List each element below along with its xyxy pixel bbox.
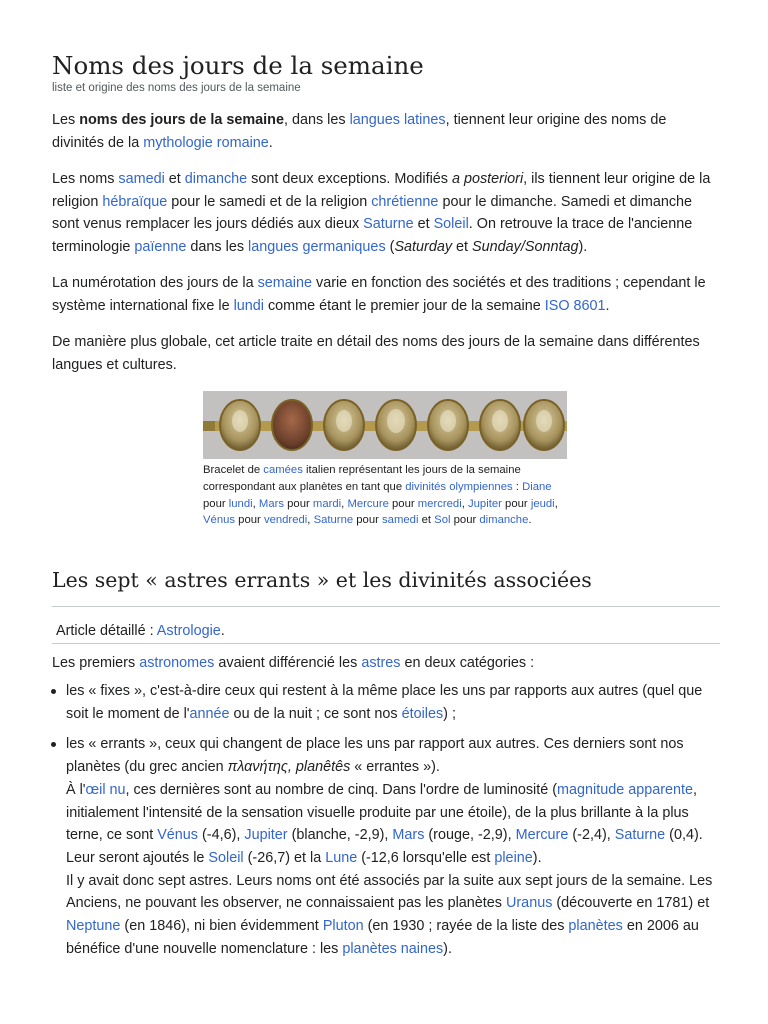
exceptions-paragraph: Les noms samedi et dimanche sont deux exceptions. Modifiés a posteriori, ils tiennent leur origine de la religion hébraïque pour le samedi et de la religion chrétienne pour le dimanche. Samedi et dimanche sont venus remplacer les jours dédiés aux dieux Saturne et Soleil. On retrouve la trace de l'ancienne terminologie païenne dans les langues germaniques (Saturday et Sunday/Sonntag). xyxy=(52,171,711,256)
link-annee[interactable]: année xyxy=(189,705,230,722)
link-astrologie[interactable]: Astrologie xyxy=(156,623,221,639)
link-astres[interactable]: astres xyxy=(361,655,401,671)
categories-list xyxy=(52,680,720,960)
link-planetes-naines[interactable]: planètes naines xyxy=(342,940,444,957)
section-heading: Les sept « astres errants » et les divinités associées xyxy=(52,568,592,592)
caption-link[interactable]: mercredi xyxy=(417,497,462,510)
link-planetes[interactable]: planètes xyxy=(568,918,623,935)
link-langues-germaniques[interactable]: langues germaniques xyxy=(248,239,386,256)
planets-detail: À l'œil nu, ces dernières sont au nombre de cinq. Dans l'ordre de luminosité (magnitude apparente, initialement l'intensité de la sensation visuelle produite par une étoile), de la plus brillante à la plus terne, ce sont Vénus (-4,6), Jupiter (blanche, -2,9), Mars (rouge, -2,9), Mercure (-2,4), Saturne (0,4). Leur seront ajoutés le Soleil (-26,7) et la Lune (-12,6 lorsqu'elle est pleine). xyxy=(66,781,703,866)
link-paienne[interactable]: païenne xyxy=(134,239,187,256)
link-neptune[interactable]: Neptune xyxy=(66,918,121,935)
caption-link[interactable]: Saturne xyxy=(313,514,354,527)
caption-link[interactable]: Mars xyxy=(258,497,285,510)
caption-link[interactable]: Sol xyxy=(434,514,451,527)
link-samedi[interactable]: samedi xyxy=(118,171,165,187)
link-chretienne[interactable]: chrétienne xyxy=(371,193,439,210)
link-jupiter[interactable]: Jupiter xyxy=(244,827,288,844)
link-pluton[interactable]: Pluton xyxy=(322,918,364,935)
link-mars[interactable]: Mars xyxy=(392,827,425,844)
section-divider xyxy=(52,606,720,607)
caption-link[interactable]: camées xyxy=(263,464,303,476)
caption-link[interactable]: vendredi xyxy=(263,514,308,527)
hatnote: Article détaillé : Astrologie. xyxy=(56,623,225,639)
link-langues-latines[interactable]: langues latines xyxy=(349,112,446,128)
numbering-paragraph: La numérotation des jours de la semaine varie en fonction des sociétés et des traditions ; cependant le système international fixe le lundi comme étant le premier jour de la semaine ISO 8601. xyxy=(52,275,706,314)
link-semaine[interactable]: semaine xyxy=(257,275,312,291)
categories-intro: Les premiers astronomes avaient différencié les astres en deux catégories : xyxy=(52,655,535,671)
link-etoiles[interactable]: étoiles xyxy=(401,705,444,722)
link-uranus[interactable]: Uranus xyxy=(506,895,553,912)
link-soleil[interactable]: Soleil xyxy=(208,849,244,866)
scope-paragraph: De manière plus globale, cet article traite en détail des noms des jours de la semaine dans différentes langues et cultures. xyxy=(52,334,700,373)
page-subtitle: liste et origine des noms des jours de la semaine xyxy=(52,82,301,94)
list-item: les « fixes », c'est-à-dire ceux qui restent à la même place les uns par rapports aux autres (quel que soit le moment de l'année ou de la nuit ; ce sont nos étoiles) ; xyxy=(52,680,720,725)
caption-link[interactable]: mardi xyxy=(312,497,342,510)
ancients-detail: Il y avait donc sept astres. Leurs noms ont été associés par la suite aux sept jours de la semaine. Les Anciens, ne pouvant les observer, ne connaissaient pas les planètes Uranus (découverte en 1781) et Neptune (en 1846), ni bien évidemment Pluton (en 1930 ; rayée de la liste des planètes en 2006 au bénéfice d'une nouvelle nomenclature : les planètes naines). xyxy=(66,872,713,957)
caption-link[interactable]: lundi xyxy=(228,497,253,510)
caption-link[interactable]: Jupiter xyxy=(468,497,502,510)
link-magnitude-apparente[interactable]: magnitude apparente xyxy=(557,781,694,798)
caption-link[interactable]: divinités olympiennes xyxy=(405,480,513,493)
caption-link[interactable]: Diane xyxy=(522,480,552,493)
link-venus[interactable]: Vénus xyxy=(157,827,199,844)
caption-link[interactable]: Vénus xyxy=(203,514,236,527)
link-lundi[interactable]: lundi xyxy=(233,297,264,314)
figure xyxy=(203,391,567,529)
caption-link[interactable]: Mercure xyxy=(347,497,389,510)
list-item: les « errants », ceux qui changent de place les uns par rapport aux autres. Ces derniers sont nos planètes (du grec ancien πλανήτης, planêtês « errantes »). À l'œil nu, ces dernières sont au nombre de cinq. Dans l'ordre de luminosité (magnitude apparente, initialement l'intensité de la sensation visuelle produite par une étoile), de la plus brillante à la plus terne, ce sont Vénus (-4,6), Jupiter (blanche, -2,9), Mars (rouge, -2,9), Mercure (-2,4), Saturne (0,4). Leur seront ajoutés le Soleil (-26,7) et la Lune (-12,6 lorsqu'elle est pleine). Il y avait donc sept astres. Leurs noms ont été associés par la suite aux sept jours de la semaine. Les Anciens, ne pouvant les observer, ne connaissaient pas les planètes Uranus (découverte en 1781) et Neptune (en 1846), ni bien évidemment Pluton (en 1930 ; rayée de la liste des planètes en 2006 au bénéfice d'une nouvelle nomenclature : les planètes naines). xyxy=(52,733,720,960)
link-saturne[interactable]: Saturne xyxy=(614,827,666,844)
link-hebraique[interactable]: hébraïque xyxy=(102,193,168,210)
link-mythologie-romaine[interactable]: mythologie romaine xyxy=(143,134,269,151)
link-soleil[interactable]: Soleil xyxy=(433,216,469,233)
caption-link[interactable]: jeudi xyxy=(530,497,555,510)
link-saturne[interactable]: Saturne xyxy=(363,216,414,233)
link-pleine[interactable]: pleine xyxy=(494,849,533,866)
bold-term: noms des jours de la semaine xyxy=(79,112,284,128)
page-title: Noms des jours de la semaine xyxy=(52,51,424,80)
link-lune[interactable]: Lune xyxy=(325,849,358,866)
intro-paragraph: Les noms des jours de la semaine, dans les langues latines, tiennent leur origine des noms de divinités de la mythologie romaine. xyxy=(52,112,667,151)
figure-caption: Bracelet de camées italien représentant les jours de la semaine correspondant aux planètes en tant que divinités olympiennes : Diane pour lundi, Mars pour mardi, Mercure pour mercredi, Jupiter pour jeudi, Vénus pour vendredi, Saturne pour samedi et Sol pour dimanche. xyxy=(203,464,558,527)
link-iso-8601[interactable]: ISO 8601 xyxy=(544,297,606,314)
bracelet-image[interactable] xyxy=(203,391,567,459)
link-dimanche[interactable]: dimanche xyxy=(184,171,248,187)
link-astronomes[interactable]: astronomes xyxy=(139,655,215,671)
link-oeil-nu[interactable]: œil nu xyxy=(85,781,126,798)
link-mercure[interactable]: Mercure xyxy=(515,827,569,844)
hatnote-divider xyxy=(52,643,720,644)
caption-link[interactable]: dimanche xyxy=(479,514,529,527)
caption-link[interactable]: samedi xyxy=(382,514,419,527)
